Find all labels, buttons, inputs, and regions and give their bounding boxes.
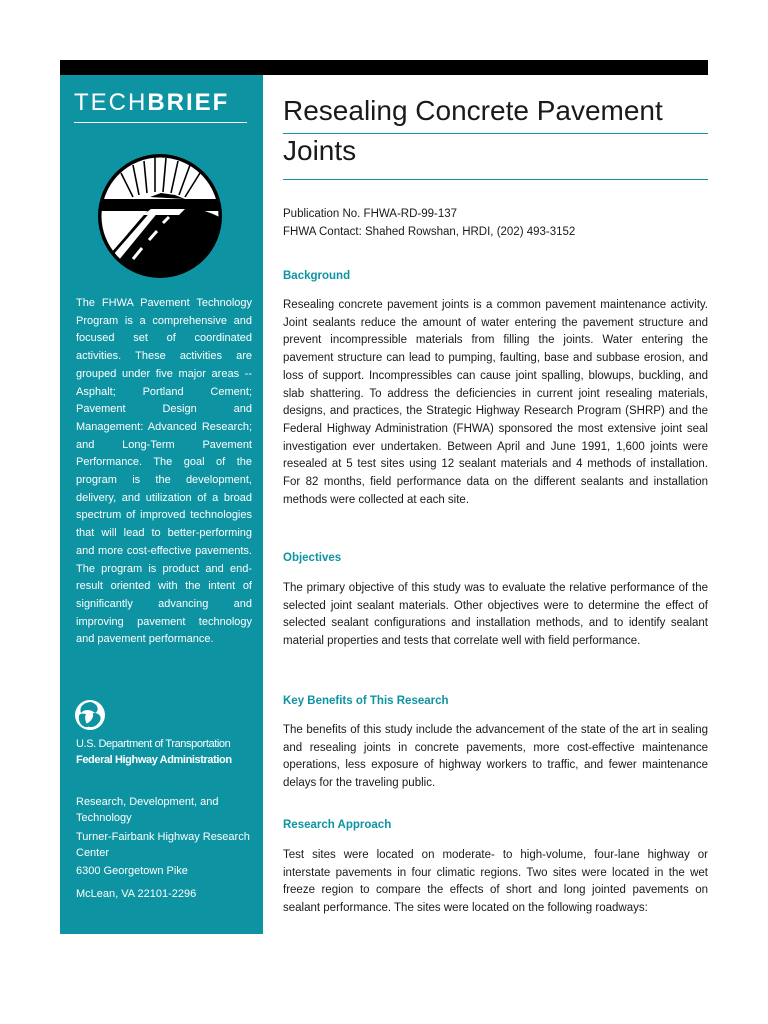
fhwa-contact: FHWA Contact: Shahed Rowshan, HRDI, (202) 493-3152 bbox=[283, 226, 576, 238]
techbrief-brand bbox=[74, 89, 229, 117]
heading-objectives: Objectives bbox=[283, 552, 342, 564]
program-description: The FHWA Pavement Technology Program is a comprehensive and focused set of coordinated activities. These activities are grouped under five major areas -- Asphalt; Portland Cement; Pavement Design and Management: Advanced Research; and Long-Term Pavement Performance. The goal of the program is the development, delivery, and utilization of a broad spectrum of improved technologies that will lead to better-performing and more cost-effective pavements. The program is product and end-result oriented with the intent of significantly advancing and improving pavement technology and pavement performance. bbox=[76, 297, 252, 646]
address-line-1: Research, Development, and Technology bbox=[76, 796, 219, 824]
dot-line1: U.S. Department of Transportation bbox=[76, 738, 231, 750]
brand-part1: TECH bbox=[74, 89, 148, 116]
publication-meta bbox=[283, 205, 575, 241]
dot-logo-icon bbox=[74, 699, 106, 731]
objectives-text: The primary objective of this study was to evaluate the relative performance of the selected joint sealant materials. Other objectives were to determine the effect of selected sealant configurations and installation methods, and to identify sealant material properties and tests that correlate well with field performance. bbox=[283, 582, 708, 648]
sidebar bbox=[60, 75, 263, 934]
key-benefits-text: The benefits of this study include the advancement of the state of the art in sealing and resealing joints in concrete pavements, more cost-effective maintenance operations, less exposure of highway workers to traffic, and fewer maintenance delays for the traveling public. bbox=[283, 724, 708, 790]
title-rule-1 bbox=[283, 133, 708, 134]
address-line-2: Turner-Fairbank Highway Research Center bbox=[76, 831, 250, 859]
dot-agency-name bbox=[76, 736, 232, 768]
top-black-bar bbox=[60, 60, 708, 75]
heading-key-benefits: Key Benefits of This Research bbox=[283, 695, 449, 707]
background-text: Resealing concrete pavement joints is a common pavement maintenance activity. Joint sealants reduce the amount of water entering the pavement structure and prevent incompressible materials from filling the joints. Water entering the pavement structure can lead to pumping, faulting, base and subbase erosion, and loss of support. Incompressibles can cause joint spalling, blowups, buckling, and slab shattering. To address the deficiencies in current joint resealing materials, designs, and practices, the Strategic Highway Research Program (SHRP) and the Federal Highway Administration (FHWA) sponsored the most extensive joint seal investigation ever undertaken. Between April and June 1991, 1,600 joints were resealed at 5 test sites using 12 sealant materials and 4 methods of installation. For 82 months, field performance data on the different sealants and installation methods were collected at each site. bbox=[283, 299, 708, 506]
brand-rule bbox=[74, 122, 247, 123]
address-line-4: McLean, VA 22101-2296 bbox=[76, 888, 197, 900]
research-approach-text: Test sites were located on moderate- to high-volume, four-lane highway or interstate pavements in four climatic regions. Two sites were located in the wet freeze region to compare the effects of short and long jointed pavements on sealant performance. The sites were located on the following roadways: bbox=[283, 849, 708, 915]
title-rule-2 bbox=[283, 179, 708, 180]
brand-part2: BRIEF bbox=[147, 89, 230, 116]
page-title: Resealing Concrete Pavement Joints bbox=[283, 95, 663, 166]
highway-emblem-icon bbox=[95, 151, 225, 281]
publication-number: Publication No. FHWA-RD-99-137 bbox=[283, 208, 458, 220]
address-line-3: 6300 Georgetown Pike bbox=[76, 865, 188, 877]
dot-line2: Federal Highway Administration bbox=[76, 754, 232, 766]
heading-research-approach: Research Approach bbox=[283, 819, 392, 831]
heading-background: Background bbox=[283, 270, 351, 282]
